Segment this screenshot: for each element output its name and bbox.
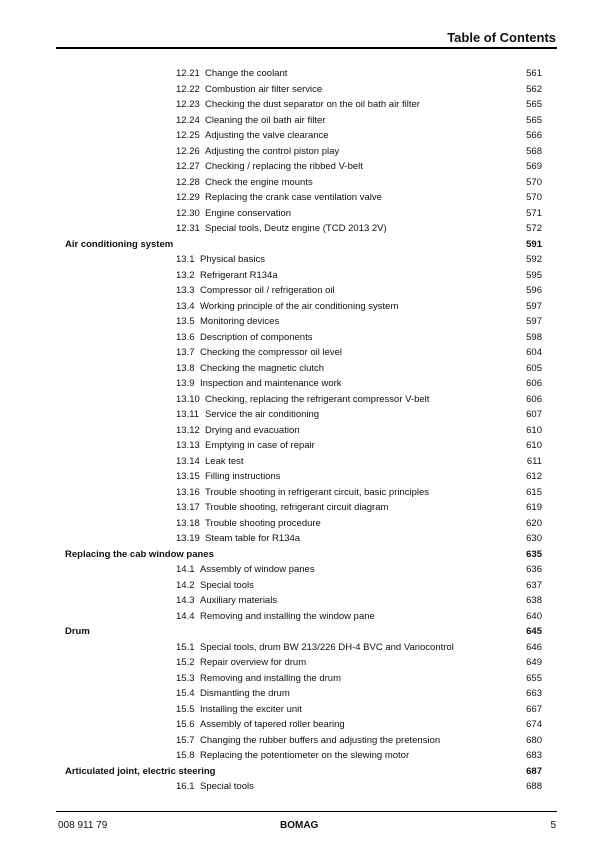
toc-entry-row[interactable] [0,779,603,795]
toc-entry-number: 12.29 [176,192,200,203]
toc-entry-title: Special tools [200,781,254,792]
toc-entry-number: 15.8 [176,750,195,761]
toc-entry-title: Special tools [200,579,254,591]
toc-entry-row[interactable] [0,469,603,485]
toc-entry-row[interactable] [0,206,603,222]
toc-entry-number: 13.8 [176,362,195,374]
toc-page-number: 680 [526,734,542,746]
table-of-contents [0,66,603,795]
toc-entry-number: 12.31 [176,223,200,234]
toc-entry-row[interactable] [0,128,603,144]
toc-entry-title: Auxiliary materials [200,595,278,606]
toc-entry-row[interactable] [0,175,603,191]
toc-entry-number: 13.11 [176,409,200,420]
toc-page-number: 640 [526,610,542,622]
toc-chapter-row[interactable] [0,764,603,780]
toc-entry-number: 14.1 [176,564,195,575]
toc-page-number: 562 [526,83,542,95]
toc-entry-title: Checking the dust separator on the oil bath air filter [205,99,420,110]
toc-page-number: 565 [526,99,542,110]
toc-entry-row[interactable] [0,423,603,439]
toc-page-number: 571 [526,207,542,219]
toc-entry-number: 12.28 [176,176,200,188]
toc-entry-title: Checking / replacing the ribbed V-belt [205,161,363,172]
toc-entry-title: Removing and installing the drum [200,672,341,684]
toc-page-number: 592 [526,254,542,265]
toc-entry-number: 14.4 [176,610,195,622]
toc-page-number: 636 [526,564,542,575]
toc-page-number: 612 [526,471,542,482]
toc-entry-title: Working principle of the air conditioning system [200,300,399,312]
toc-entry-row[interactable] [0,283,603,299]
toc-entry-number: 15.2 [176,657,195,668]
toc-entry-row[interactable] [0,438,603,454]
toc-entry-row[interactable] [0,686,603,702]
toc-entry-number: 13.2 [176,269,195,281]
toc-chapter-row[interactable] [0,237,603,253]
toc-entry-row[interactable] [0,113,603,129]
toc-entry-title: Changing the rubber buffers and adjusting the pretension [200,734,441,746]
toc-entry-row[interactable] [0,485,603,501]
toc-page-number: 619 [526,502,542,513]
toc-entry-number: 12.21 [176,68,200,79]
toc-page-number: 566 [526,130,542,141]
toc-entry-row[interactable] [0,144,603,160]
toc-entry-number: 15.7 [176,734,195,746]
toc-entry-title: Physical basics [200,254,265,265]
toc-entry-row[interactable] [0,500,603,516]
toc-entry-row[interactable] [0,361,603,377]
toc-entry-row[interactable] [0,671,603,687]
toc-entry-number: 12.25 [176,130,200,141]
toc-chapter-title: Replacing the cab window panes [65,548,214,560]
toc-page-number: 597 [526,316,542,327]
toc-entry-row[interactable] [0,702,603,718]
toc-page-number: 570 [526,176,542,188]
toc-page-number: 610 [526,424,542,436]
toc-entry-row[interactable] [0,345,603,361]
toc-page-number: 572 [526,223,542,234]
toc-entry-title: Inspection and maintenance work [200,378,342,389]
toc-entry-title: Removing and installing the window pane [200,610,375,622]
toc-entry-title: Replacing the crank case ventilation valve [205,192,382,203]
toc-entry-row[interactable] [0,330,603,346]
toc-page-number: 655 [526,672,542,684]
toc-entry-number: 15.6 [176,719,195,730]
toc-entry-number: 13.5 [176,316,195,327]
toc-page-number: 630 [526,533,542,544]
toc-entry-title: Emptying in case of repair [205,440,315,451]
toc-entry-number: 13.17 [176,502,200,513]
toc-entry-title: Leak test [205,455,244,467]
toc-chapter-title: Drum [65,626,90,637]
toc-page-number: 663 [526,688,542,699]
toc-entry-number: 13.19 [176,533,200,544]
toc-entry-number: 13.7 [176,347,195,358]
toc-entry-number: 13.13 [176,440,200,451]
toc-entry-number: 12.30 [176,207,200,219]
toc-entry-number: 13.6 [176,331,195,343]
toc-entry-row[interactable] [0,454,603,470]
toc-entry-number: 12.27 [176,161,200,172]
toc-entry-title: Service the air conditioning [205,409,320,420]
toc-entry-row[interactable] [0,190,603,206]
toc-entry-number: 15.5 [176,703,195,715]
toc-entry-row[interactable] [0,562,603,578]
toc-entry-number: 15.1 [176,641,195,653]
toc-page-number: 561 [526,68,542,79]
toc-page-number: 597 [526,300,542,312]
toc-page-number: 620 [526,517,542,529]
toc-page-number: 649 [526,657,542,668]
toc-entry-number: 13.10 [176,393,200,405]
toc-entry-number: 12.26 [176,145,200,157]
toc-page-number: 607 [526,409,542,420]
toc-page-number: 611 [526,455,542,467]
toc-page-number: 683 [526,750,542,761]
toc-entry-number: 13.16 [176,486,200,498]
header-rule [56,47,557,49]
toc-entry-row[interactable] [0,82,603,98]
toc-entry-title: Description of components [200,331,313,343]
toc-entry-title: Special tools, drum BW 213/226 DH-4 BVC and Variocontrol [200,641,454,653]
toc-entry-title: Change the coolant [205,68,288,79]
toc-entry-title: Checking the compressor oil level [200,347,343,358]
toc-page-number: 667 [526,703,542,715]
toc-entry-title: Checking, replacing the refrigerant compressor V-belt [205,393,430,405]
toc-entry-number: 12.23 [176,99,200,110]
toc-entry-title: Drying and evacuation [205,424,300,436]
toc-entry-title: Checking the magnetic clutch [200,362,325,374]
toc-page-number: 637 [526,579,542,591]
toc-entry-title: Refrigerant R134a [200,269,278,281]
toc-entry-title: Check the engine mounts [205,176,313,188]
toc-entry-title: Adjusting the control piston play [205,145,340,157]
toc-page-number: 635 [526,548,542,560]
toc-entry-row[interactable] [0,516,603,532]
toc-entry-row[interactable] [0,392,603,408]
toc-chapter-row[interactable] [0,624,603,640]
toc-entry-number: 12.22 [176,83,200,95]
toc-entry-number: 13.15 [176,471,200,482]
toc-entry-number: 14.3 [176,595,195,606]
footer-page-number: 5 [550,820,556,831]
toc-entry-row[interactable] [0,252,603,268]
toc-entry-row[interactable] [0,376,603,392]
toc-page-number: 688 [526,781,542,792]
toc-entry-row[interactable] [0,609,603,625]
toc-entry-row[interactable] [0,748,603,764]
footer-rule [56,811,557,812]
toc-page-number: 596 [526,285,542,296]
toc-page-number: 687 [526,765,542,777]
toc-page-number: 610 [526,440,542,451]
toc-entry-number: 13.14 [176,455,200,467]
toc-entry-row[interactable] [0,593,603,609]
toc-entry-row[interactable] [0,159,603,175]
toc-entry-title: Dismantling the drum [200,688,290,699]
toc-entry-title: Trouble shooting in refrigerant circuit, basic principles [205,486,430,498]
toc-entry-title: Repair overview for drum [200,657,307,668]
toc-entry-number: 15.3 [176,672,195,684]
toc-entry-row[interactable] [0,314,603,330]
toc-page-number: 565 [526,114,542,126]
toc-entry-title: Compressor oil / refrigeration oil [200,285,335,296]
toc-page-number: 645 [526,626,542,637]
toc-entry-title: Special tools, Deutz engine (TCD 2013 2V) [205,223,387,234]
toc-entry-row[interactable] [0,640,603,656]
toc-entry-row[interactable] [0,407,603,423]
toc-entry-row[interactable] [0,268,603,284]
toc-entry-row[interactable] [0,221,603,237]
toc-entry-title: Installing the exciter unit [200,703,302,715]
toc-entry-number: 13.9 [176,378,195,389]
toc-entry-number: 13.18 [176,517,200,529]
toc-chapter-row[interactable] [0,547,603,563]
toc-entry-number: 16.1 [176,781,195,792]
toc-page-number: 569 [526,161,542,172]
toc-page-number: 615 [526,486,542,498]
footer-doc-number: 008 911 79 [58,820,108,831]
toc-entry-number: 13.4 [176,300,195,312]
toc-page-number: 591 [526,238,542,250]
toc-page-number: 570 [526,192,542,203]
toc-entry-row[interactable] [0,299,603,315]
toc-page-number: 604 [526,347,542,358]
footer-brand: BOMAG [280,820,319,831]
toc-entry-title: Trouble shooting, refrigerant circuit diagram [205,502,389,513]
toc-entry-title: Engine conservation [205,207,292,219]
toc-entry-title: Filling instructions [205,471,281,482]
toc-entry-row[interactable] [0,655,603,671]
toc-page-number: 605 [526,362,542,374]
toc-page-number: 606 [526,378,542,389]
toc-entry-number: 13.3 [176,285,195,296]
toc-entry-row[interactable] [0,531,603,547]
header-title: Table of Contents [447,30,556,45]
toc-entry-title: Trouble shooting procedure [205,517,321,529]
toc-chapter-title: Articulated joint, electric steering [65,765,216,777]
toc-entry-title: Combustion air filter service [205,83,323,95]
toc-page-number: 638 [526,595,542,606]
toc-entry-row[interactable] [0,66,603,82]
toc-entry-number: 13.12 [176,424,200,436]
toc-page-number: 595 [526,269,542,281]
toc-entry-title: Cleaning the oil bath air filter [205,114,326,126]
toc-page-number: 598 [526,331,542,343]
toc-entry-row[interactable] [0,733,603,749]
toc-page-number: 674 [526,719,542,730]
toc-page-number: 646 [526,641,542,653]
toc-entry-title: Assembly of window panes [200,564,315,575]
toc-entry-title: Assembly of tapered roller bearing [200,719,345,730]
toc-entry-title: Adjusting the valve clearance [205,130,329,141]
toc-entry-number: 13.1 [176,254,195,265]
toc-entry-number: 14.2 [176,579,195,591]
toc-entry-row[interactable] [0,578,603,594]
toc-entry-title: Monitoring devices [200,316,280,327]
toc-entry-number: 12.24 [176,114,200,126]
toc-page-number: 568 [526,145,542,157]
toc-entry-title: Steam table for R134a [205,533,301,544]
toc-chapter-title: Air conditioning system [65,238,174,250]
toc-entry-row[interactable] [0,717,603,733]
toc-entry-row[interactable] [0,97,603,113]
toc-entry-title: Replacing the potentiometer on the slewing motor [200,750,410,761]
toc-page-number: 606 [526,393,542,405]
toc-entry-number: 15.4 [176,688,195,699]
